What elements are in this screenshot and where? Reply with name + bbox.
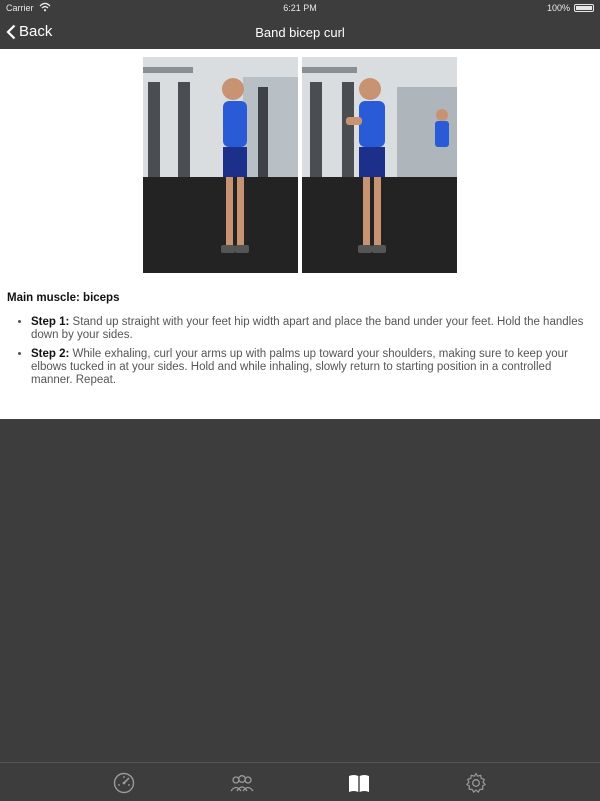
tab-trainers[interactable] [229, 771, 253, 795]
exercise-instructions [7, 292, 587, 393]
battery-icon [574, 4, 594, 12]
exercise-photo-start [143, 57, 298, 273]
status-bar [0, 0, 600, 16]
book-icon [347, 771, 371, 795]
exercise-photos [143, 57, 457, 273]
tab-exercises[interactable] [347, 771, 371, 795]
group-icon [229, 771, 255, 795]
carrier-label: Carrier [6, 3, 34, 13]
steps-list [7, 316, 587, 387]
gear-icon [464, 771, 488, 795]
exercise-photo-end [302, 57, 457, 273]
step-item [31, 348, 587, 387]
step-text: Stand up straight with your feet hip width apart and place the band under your feet. Hold the handles down by your sides. [31, 316, 584, 341]
tab-dashboard[interactable] [112, 771, 136, 795]
step-label: Step 1: [31, 316, 70, 328]
tab-settings[interactable] [464, 771, 488, 795]
battery-percent: 100% [546, 3, 570, 13]
back-label: Back [19, 23, 53, 40]
step-label: Step 2: [31, 348, 70, 360]
exercise-detail-panel [0, 49, 600, 419]
tab-bar [0, 762, 600, 801]
page-title: Band bicep curl [255, 25, 345, 40]
step-text: While exhaling, curl your arms up with palms up toward your shoulders, making sure to keep your elbows tucked in at your sides. Hold and while inhaling, slowly return to starting position in a controlled manner. Repeat. [31, 348, 568, 386]
speedometer-icon [112, 771, 136, 795]
status-time: 6:21 PM [283, 3, 317, 13]
navigation-bar [0, 16, 600, 49]
main-muscle-label: Main muscle: biceps [7, 292, 120, 304]
step-item [31, 316, 587, 342]
